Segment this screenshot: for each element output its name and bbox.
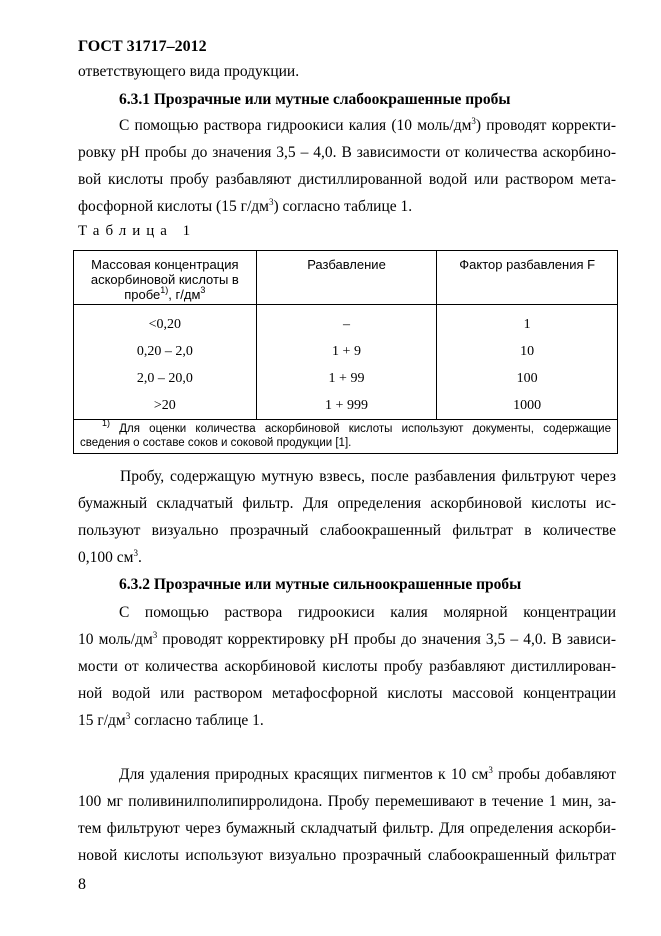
table-cell: 1000 bbox=[513, 398, 542, 413]
section-heading-632: 6.3.2 Прозрачные или мутные сильноокрашенные пробы bbox=[119, 576, 522, 593]
table-cell: 100 bbox=[516, 371, 538, 386]
paragraph-632-line4: ной водой или раствором метафосфорной кислоты массовой концентрации bbox=[78, 685, 616, 702]
table-cell: 0,20 – 2,0 bbox=[136, 344, 193, 359]
intro-line: ответствующего вида продукции. bbox=[78, 63, 300, 80]
paragraph-631-line2: ровку pH пробы до значения 3,5 – 4,0. В зависимости от количества аскорбино- bbox=[78, 144, 616, 161]
table-cell: 10 bbox=[520, 344, 535, 359]
paragraph-filter-line2: бумажный складчатый фильтр. Для определения аскорбиновой кислоты ис- bbox=[78, 495, 616, 512]
page-number: 8 bbox=[78, 876, 86, 893]
factor-cell bbox=[437, 305, 618, 420]
paragraph-631-line1: С помощью раствора гидроокиси калия (10 моль/$дм^3$) проводят корректи- bbox=[119, 116, 616, 134]
paragraph-pigments-line3: тем фильтруют через бумажный складчатый фильтр. Для определения аскорби- bbox=[78, 820, 616, 837]
paragraph-632-line5: 15 $г/дм^3$ согласно таблице 1. bbox=[78, 711, 264, 729]
paragraph-pigments-line1: Для удаления природных красящих пигментов к 10 $см^3$ пробы добавляют bbox=[119, 765, 616, 783]
table-cell: 1 + 99 bbox=[328, 371, 365, 386]
table-footnote bbox=[74, 420, 618, 454]
table-cell: 1 + 9 bbox=[332, 344, 361, 359]
table-cell: 1 + 999 bbox=[325, 398, 368, 413]
paragraph-pigments-line2: 100 мг поливинилполипирролидона. Пробу перемешивают в течение 1 мин, за- bbox=[78, 793, 616, 810]
table-caption: Таблица 1 bbox=[78, 223, 197, 239]
standard-header: ГОСТ 31717–2012 bbox=[78, 38, 207, 55]
table-cell: <0,20 bbox=[148, 317, 182, 332]
table-row bbox=[74, 305, 618, 420]
column-header-factor: Фактор разбавления F bbox=[437, 251, 618, 305]
table-cell: >20 bbox=[153, 398, 176, 413]
dilution-table bbox=[73, 250, 618, 454]
table-cell: – bbox=[343, 317, 350, 332]
section-heading-631: 6.3.1 Прозрачные или мутные слабоокрашенные пробы bbox=[119, 91, 511, 108]
concentration-cell bbox=[74, 305, 257, 420]
paragraph-632-line1: С помощью раствора гидроокиси калия молярной концентрации bbox=[119, 604, 616, 621]
paragraph-632-line3: мости от количества аскорбиновой кислоты пробу разбавляют дистиллирован- bbox=[78, 658, 616, 675]
table-cell: 2,0 – 20,0 bbox=[136, 371, 193, 386]
paragraph-632-line2: 10 моль/$дм^3$ проводят корректировку pH пробы до значения 3,5 – 4,0. В зависи- bbox=[78, 630, 616, 648]
table-cell: 1 bbox=[523, 317, 531, 332]
paragraph-filter-line4: 0,100 $см^3$. bbox=[78, 548, 142, 566]
dilution-cell bbox=[256, 305, 437, 420]
table-header-row bbox=[74, 251, 618, 305]
paragraph-631-line3: вой кислоты пробу разбавляют дистиллированной водой или раствором мета- bbox=[78, 171, 616, 188]
paragraph-pigments-line4: новой кислоты используют визуально прозрачный слабоокрашенный фильтрат bbox=[78, 847, 616, 864]
paragraph-filter-line1: Пробу, содержащую мутную взвесь, после разбавления фильтруют через bbox=[120, 468, 616, 485]
footnote-text: Для оценки количества аскорбиновой кислоты используют документы, содержащие сведения о составе соков и соковой продукции [1]. bbox=[80, 423, 611, 449]
column-header-dilution: Разбавление bbox=[256, 251, 437, 305]
footnote-mark: 1) bbox=[102, 418, 111, 428]
paragraph-631-line4: фосфорной кислоты (15 $г/дм^3$) согласно таблице 1. bbox=[78, 197, 413, 215]
paragraph-filter-line3: пользуют визуально прозрачный слабоокрашенный фильтрат в количестве bbox=[78, 522, 616, 539]
table-footnote-row bbox=[74, 420, 618, 454]
column-header-concentration: Массовая концентрация аскорбиновой кислоты в пробе$^{1)}$, $г/дм^3$ bbox=[74, 251, 257, 305]
